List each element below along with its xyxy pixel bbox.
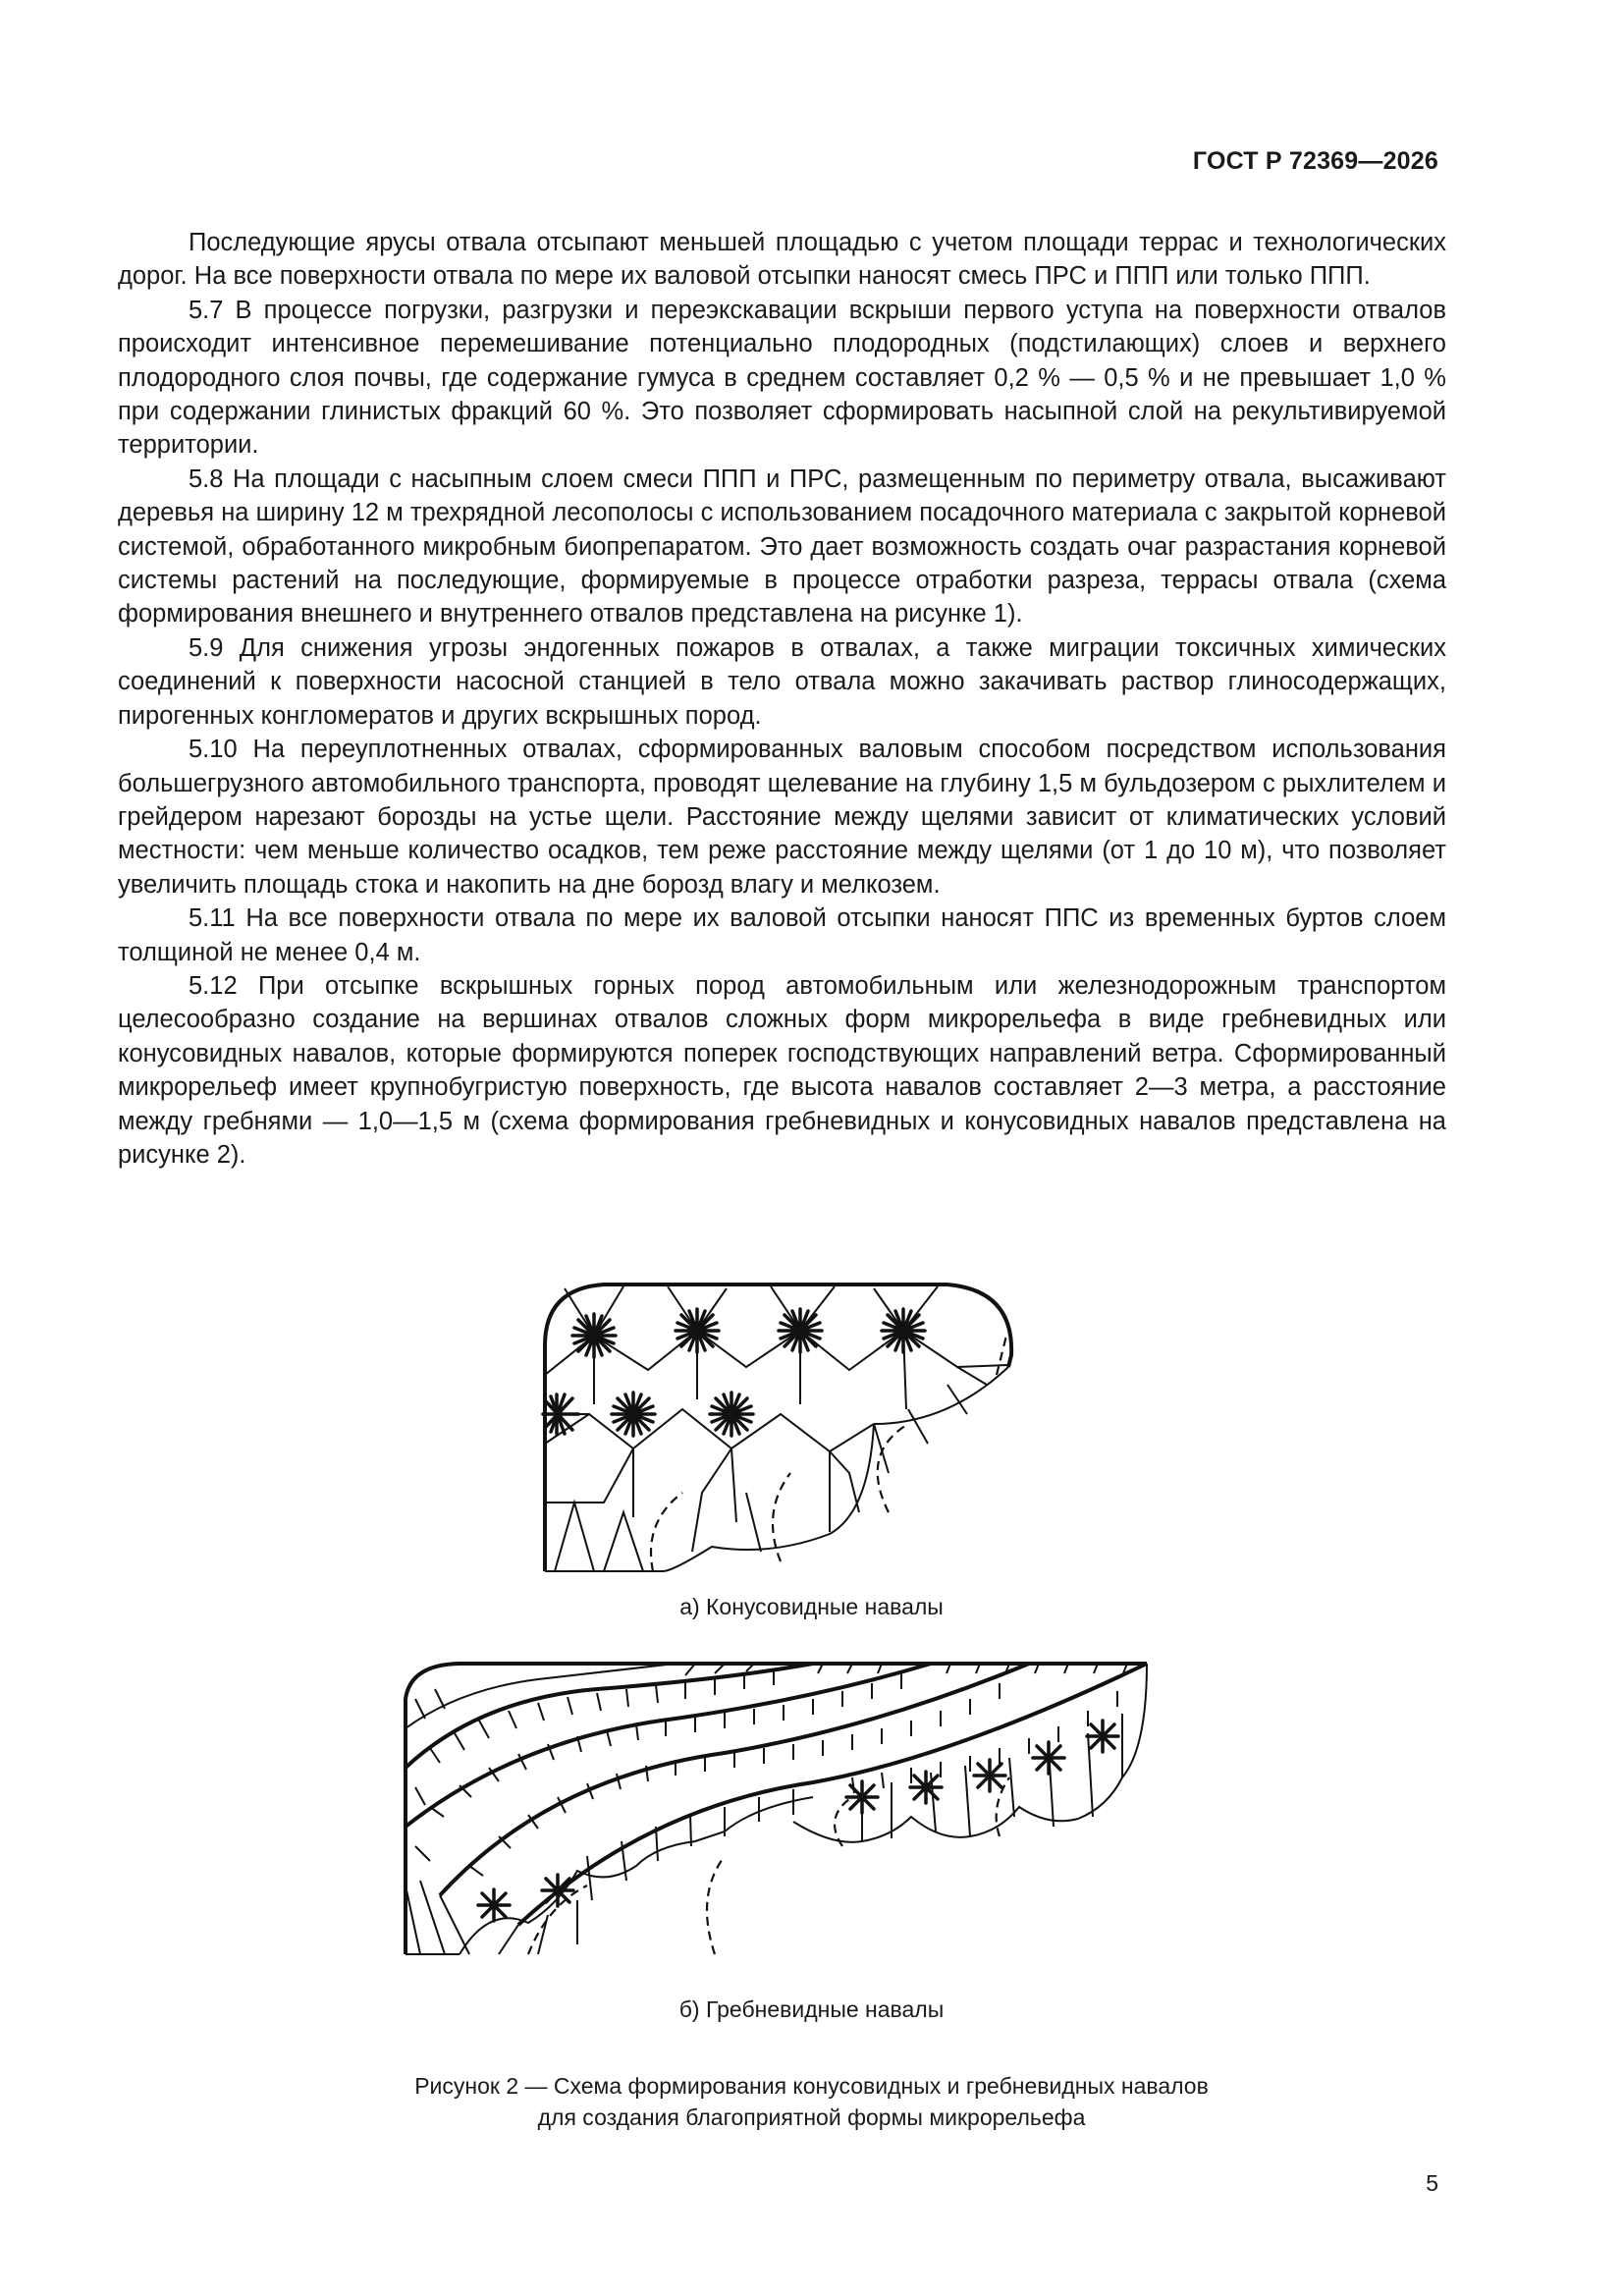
caption-conical-piles: а) Конусовидные навалы [679,1594,944,1619]
paragraph-5-7: 5.7 В процессе погрузки, разгрузки и переэкскавации вскрыши первого уступа на поверхности отвалов происходит интенсивное перемешивание потенциально плодородных (подстилающих) слоев и верхнего плодородного слоя почвы, где содержание гумуса в среднем составляет 0,2 % — 0,5 % и не превышает 1,0 % при содержании глинистых фракций 60 %. Это позволяет сформировать насыпной слой на рекультивируемой территории. [118,296,1446,460]
document-body [118,226,1446,1172]
caption-ridge-piles: б) Гребневидные навалы [678,1996,945,2022]
ridge-hatching [415,1664,1127,1876]
figure-title-line-1: Рисунок 2 — Схема формирования конусовидных и гребневидных навалов [414,2073,1209,2099]
cone-tops [543,1309,925,1436]
paragraph: Последующие ярусы отвала отсыпают меньшей площадью с учетом площади террас и технологических дорог. На все поверхности отвала по мере их валовой отсыпки наносят смесь ПРС и ППП или только ППП. [118,229,1446,291]
figure-title-line-2: для создания благоприятной формы микрорельефа [537,2105,1086,2130]
conical-piles-drawing [535,1277,1026,1576]
paragraph-5-11: 5.11 На все поверхности отвала по мере их валовой отсыпки наносят ППС из временных буртов слоем толщиной не менее 0,4 м. [118,904,1446,966]
paragraph-5-12: 5.12 При отсыпке вскрышных горных пород автомобильным или железнодорожным транспортом целесообразно создание на вершинах отвалов сложных форм микрорельефа в виде гребневидных или конусовидных навалов, которые формируются поперек господствующих направлений ветра. Сформированный микрорельеф имеет крупнобугристую поверхность, где высота навалов составляет 2—3 метра, а расстояние между гребнями — 1,0—1,5 м (схема формирования гребневидных и конусовидных навалов представлена на рисунке 2). [118,971,1446,1169]
paragraph-5-10: 5.10 На переуплотненных отвалах, сформированных валовым способом посредством использования большегрузного автомобильного транспорта, проводят щелевание на глубину 1,5 м бульдозером с рыхлителем и грейдером нарезают борозды на устье щели. Расстояние между щелями зависит от климатических условий местности: чем меньше количество осадков, тем реже расстояние между щелями (от 1 до 10 м), что позволяет увеличить площадь стока и накопить на дне борозд влагу и мелкозем. [118,736,1446,899]
paragraph-5-9: 5.9 Для снижения угрозы эндогенных пожаров в отвалах, а также миграции токсичных химических соединений к поверхности насосной станцией в тело отвала можно закачивать раствор глиносодержащих, пирогенных конгломератов и других вскрышных пород. [118,633,1446,730]
ridge-tops [478,1721,1118,1921]
paragraph-5-8: 5.8 На площади с насыпным слоем смеси ППП и ПРС, размещенным по периметру отвала, высаживают деревья на ширину 12 м трехрядной лесополосы с использованием посадочного материала с закрытой корневой системой, обработанного микробным биопрепаратом. Это дает возможность создать очаг разрастания корневой системы растений на последующие, формируемые в процессе отработки разреза, террасы отвала (схема формирования внешнего и внутреннего отвалов представлена на рисунке 1). [118,465,1446,629]
ridge-piles-drawing [401,1660,1152,1959]
standard-designation: ГОСТ Р 72369—2026 [1192,147,1438,175]
figure-title [0,2070,1623,2133]
ridges [406,1664,1147,1925]
page-number: 5 [1426,2170,1438,2196]
lower-scallops [406,1664,1147,1954]
